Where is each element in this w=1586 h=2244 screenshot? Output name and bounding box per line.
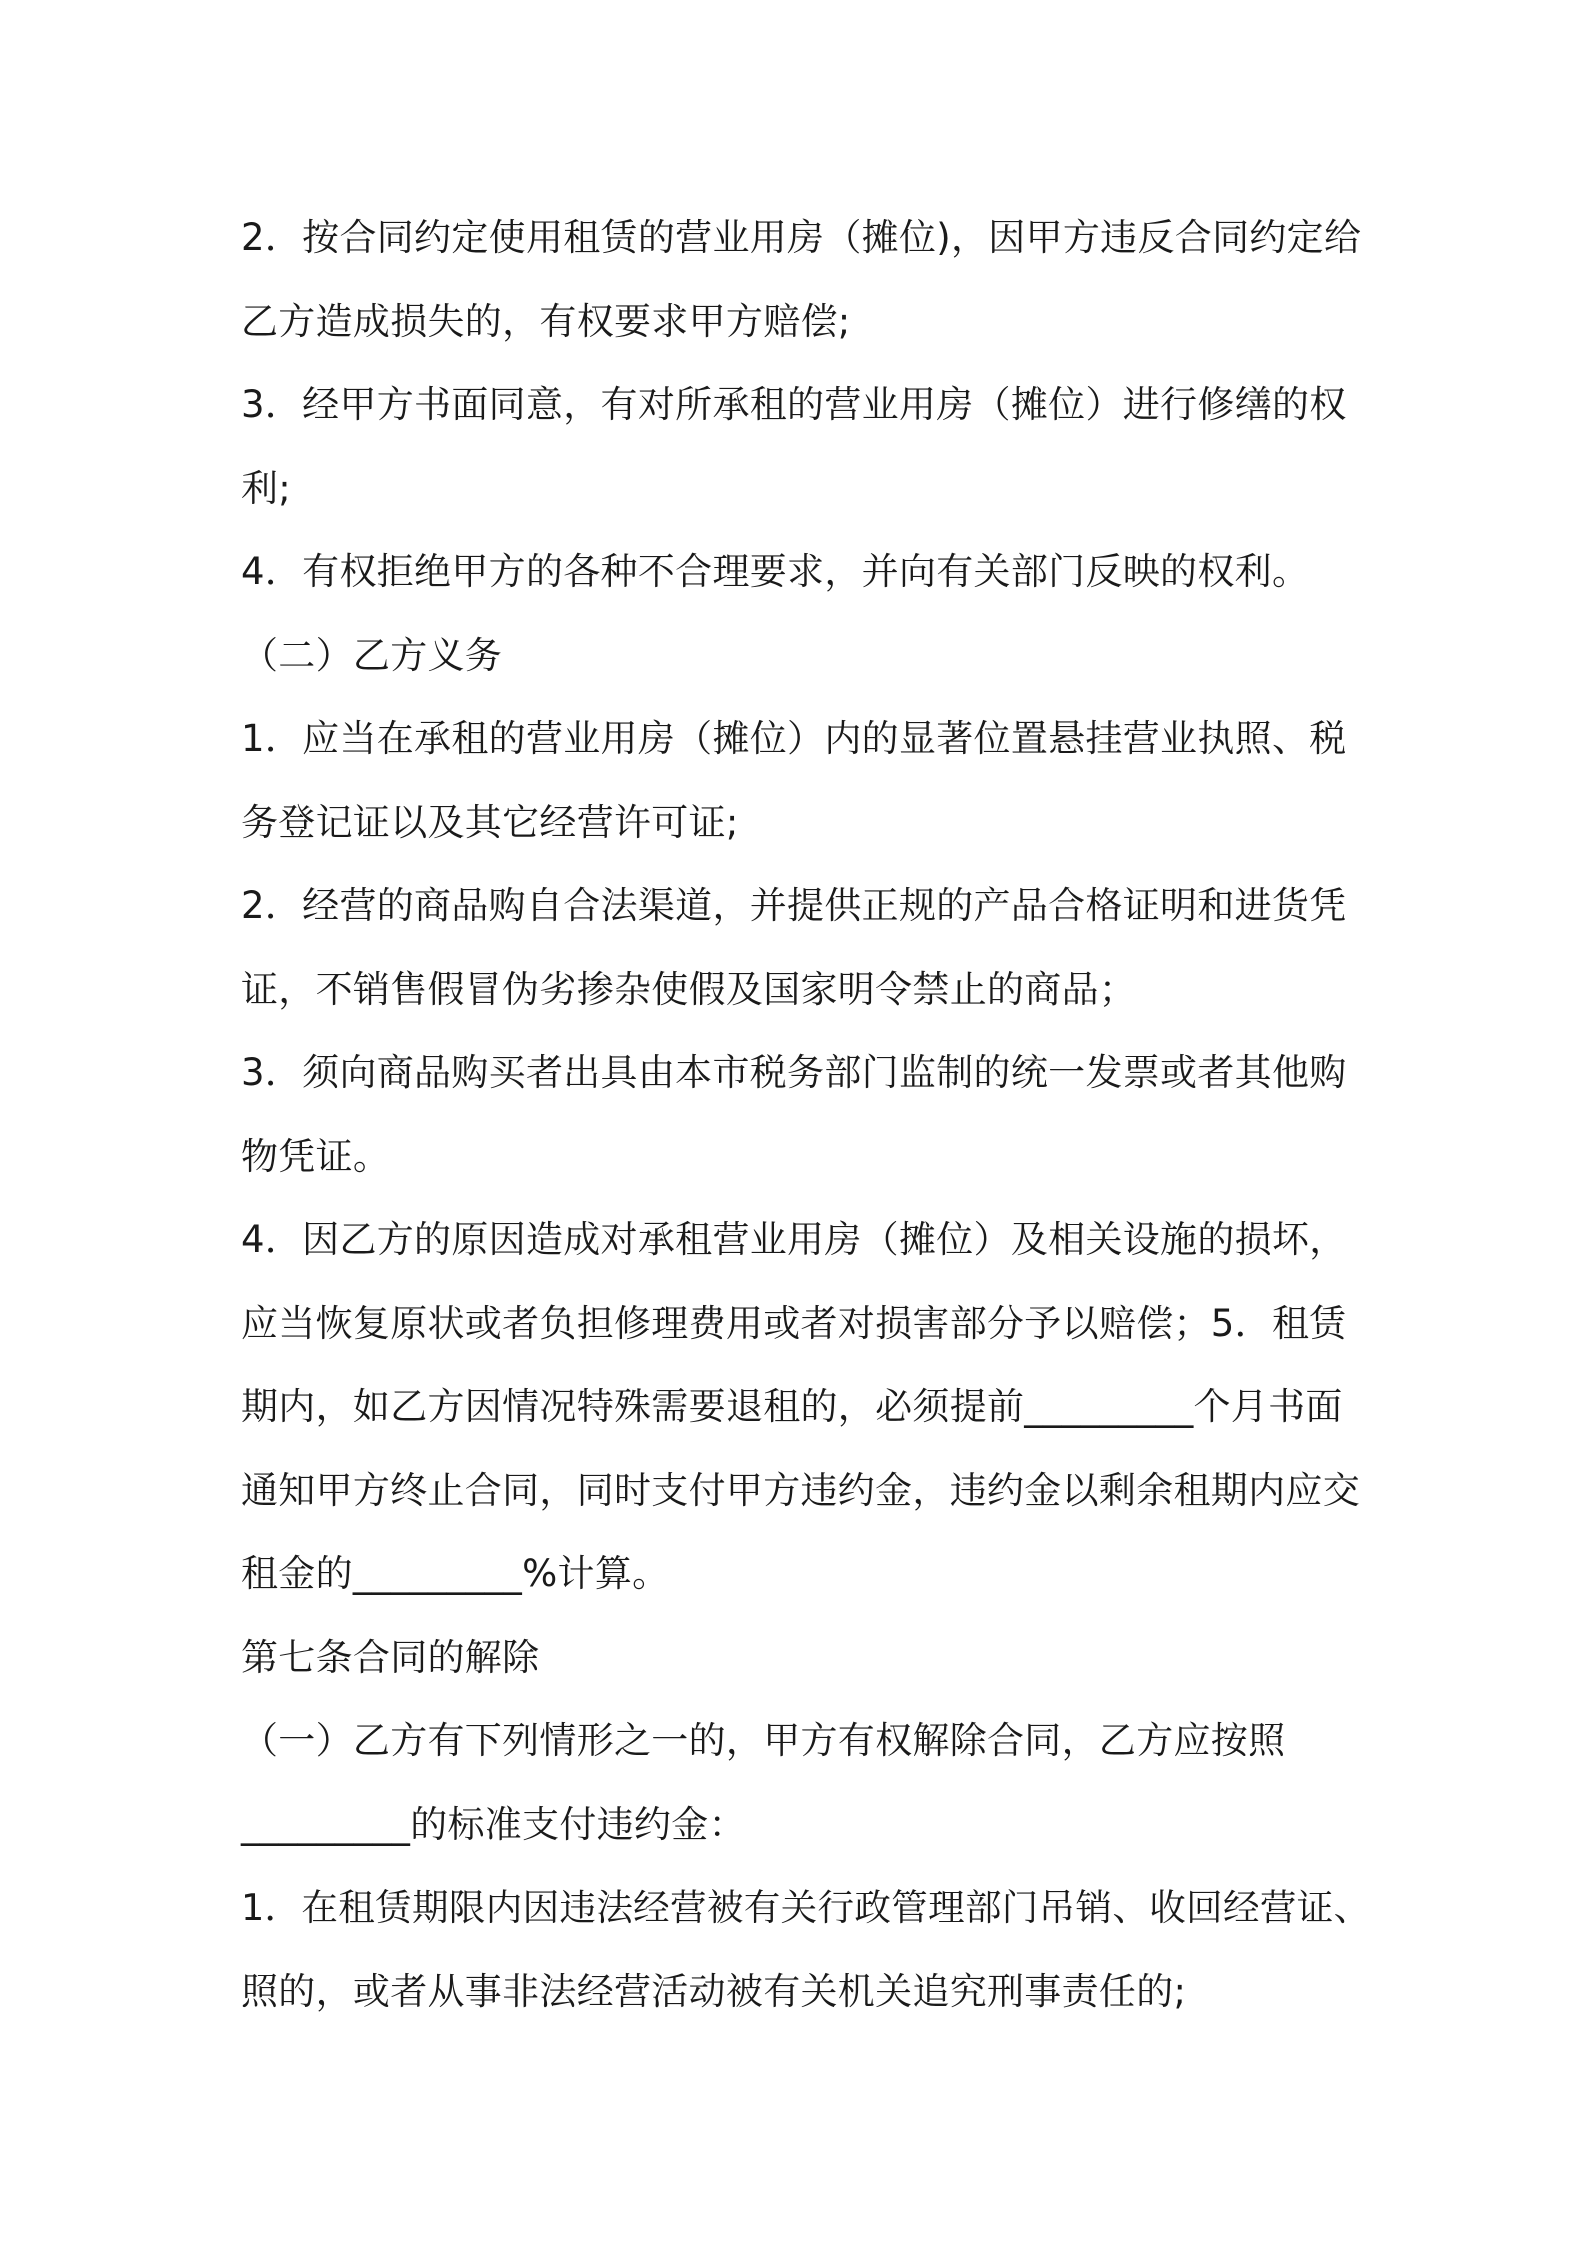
- text-line: 证，不销售假冒伪劣掺杂使假及国家明令禁止的商品；: [241, 967, 1137, 1011]
- text-line: 2．经营的商品购自合法渠道，并提供正规的产品合格证明和进货凭: [241, 884, 1347, 927]
- text-line: 乙方造成损失的，有权要求甲方赔偿;: [241, 299, 851, 343]
- text-line: （一）乙方有下列情形之一的，甲方有权解除合同，乙方应按照: [241, 1719, 1286, 1762]
- text-line: 4．有权拒绝甲方的各种不合理要求，并向有关部门反映的权利。: [241, 550, 1310, 593]
- text-line: 4．因乙方的原因造成对承租营业用房（摊位）及相关设施的损坏，: [241, 1218, 1347, 1261]
- text-line: 1．在租赁期限内因违法经营被有关行政管理部门吊销、收回经营证、: [241, 1886, 1371, 1929]
- text-line: 租金的_________%计算。: [241, 1552, 670, 1595]
- text-line: 3．经甲方书面同意，有对所承租的营业用房（摊位）进行修缮的权: [241, 383, 1347, 426]
- text-line: 利;: [241, 466, 292, 510]
- text-line: 照的，或者从事非法经营活动被有关机关追究刑事责任的;: [241, 1969, 1187, 2013]
- article-heading: 第七条合同的解除: [241, 1635, 540, 1679]
- text-line: 务登记证以及其它经营许可证;: [241, 800, 739, 844]
- section-heading: （二）乙方义务: [241, 633, 503, 677]
- text-line: 物凭证。: [241, 1134, 391, 1178]
- text-line: 1．应当在承租的营业用房（摊位）内的显著位置悬挂营业执照、税: [241, 717, 1347, 760]
- text-line: 通知甲方终止合同，同时支付甲方违约金，违约金以剩余租期内应交: [241, 1468, 1360, 1512]
- text-line: 应当恢复原状或者负担修理费用或者对损害部分予以赔偿；5．租赁: [241, 1301, 1347, 1345]
- text-line: 2．按合同约定使用租赁的营业用房（摊位)，因甲方违反合同约定给: [241, 216, 1362, 259]
- contract-text-block: [241, 196, 1371, 2033]
- text-line: _________的标准支付违约金：: [241, 1802, 746, 1846]
- text-line: 3．须向商品购买者出具由本市税务部门监制的统一发票或者其他购: [241, 1051, 1347, 1094]
- text-line: 期内，如乙方因情况特殊需要退租的，必须提前_________个月书面: [241, 1385, 1343, 1428]
